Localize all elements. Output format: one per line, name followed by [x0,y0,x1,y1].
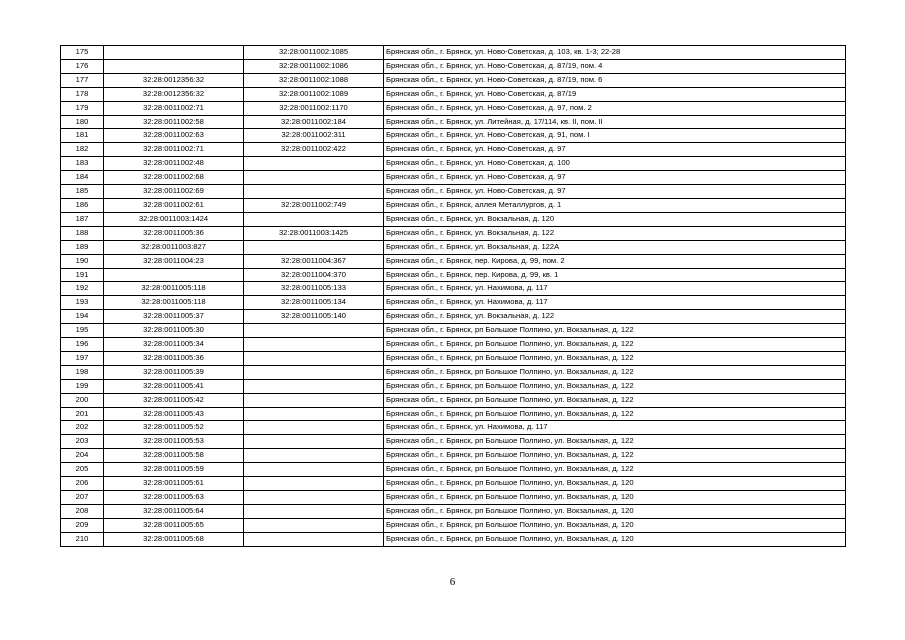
building-cadastral-number-cell: 32:28:0011005:133 [244,282,384,296]
address-cell: Брянская обл., г. Брянск, рп Большое Полпино, ул. Вокзальная, д. 120 [384,477,846,491]
table-row [61,407,846,421]
row-number-cell: 208 [61,504,104,518]
cadastral-number-cell: 32:28:0011002:58 [104,115,244,129]
row-number-cell: 177 [61,73,104,87]
building-cadastral-number-cell [244,365,384,379]
land-registry-table [60,45,846,547]
row-number-cell: 175 [61,46,104,60]
row-number-cell: 191 [61,268,104,282]
table-row [61,504,846,518]
address-cell: Брянская обл., г. Брянск, ул. Ново-Советская, д. 87/19 [384,87,846,101]
cadastral-number-cell: 32:28:0011002:63 [104,129,244,143]
cadastral-number-cell: 32:28:0012356:32 [104,73,244,87]
address-cell: Брянская обл., г. Брянск, ул. Ново-Советская, д. 103, кв. 1-3; 22-28 [384,46,846,60]
address-cell: Брянская обл., г. Брянск, ул. Ново-Советская, д. 87/19, пом. 4 [384,59,846,73]
table-body [61,46,846,547]
row-number-cell: 181 [61,129,104,143]
row-number-cell: 189 [61,240,104,254]
table-row [61,212,846,226]
row-number-cell: 205 [61,463,104,477]
building-cadastral-number-cell [244,157,384,171]
building-cadastral-number-cell: 32:28:0011004:367 [244,254,384,268]
address-cell: Брянская обл., г. Брянск, пер. Кирова, д. 99, пом. 2 [384,254,846,268]
row-number-cell: 210 [61,532,104,546]
address-cell: Брянская обл., г. Брянск, рп Большое Полпино, ул. Вокзальная, д. 120 [384,518,846,532]
row-number-cell: 200 [61,393,104,407]
address-cell: Брянская обл., г. Брянск, рп Большое Полпино, ул. Вокзальная, д. 122 [384,365,846,379]
address-cell: Брянская обл., г. Брянск, ул. Ново-Советская, д. 97 [384,171,846,185]
table-row [61,129,846,143]
address-cell: Брянская обл., г. Брянск, ул. Вокзальная, д. 122 [384,310,846,324]
table-row [61,324,846,338]
building-cadastral-number-cell: 32:28:0011002:184 [244,115,384,129]
cadastral-number-cell: 32:28:0011005:118 [104,296,244,310]
row-number-cell: 182 [61,143,104,157]
row-number-cell: 190 [61,254,104,268]
row-number-cell: 184 [61,171,104,185]
cadastral-number-cell: 32:28:0011005:63 [104,491,244,505]
building-cadastral-number-cell [244,477,384,491]
cadastral-number-cell: 32:28:0011005:118 [104,282,244,296]
table-row [61,310,846,324]
table-row [61,477,846,491]
building-cadastral-number-cell: 32:28:0011002:422 [244,143,384,157]
table-row [61,240,846,254]
cadastral-number-cell: 32:28:0011003:1424 [104,212,244,226]
address-cell: Брянская обл., г. Брянск, ул. Нахимова, д. 117 [384,282,846,296]
row-number-cell: 176 [61,59,104,73]
cadastral-number-cell: 32:28:0011005:42 [104,393,244,407]
address-cell: Брянская обл., г. Брянск, ул. Ново-Советская, д. 97, пом. 2 [384,101,846,115]
table-row [61,421,846,435]
row-number-cell: 198 [61,365,104,379]
address-cell: Брянская обл., г. Брянск, ул. Ново-Советская, д. 97 [384,143,846,157]
cadastral-number-cell: 32:28:0011005:58 [104,449,244,463]
table-row [61,518,846,532]
building-cadastral-number-cell [244,518,384,532]
address-cell: Брянская обл., г. Брянск, рп Большое Полпино, ул. Вокзальная, д. 122 [384,463,846,477]
building-cadastral-number-cell [244,338,384,352]
building-cadastral-number-cell: 32:28:0011004:370 [244,268,384,282]
building-cadastral-number-cell: 32:28:0011002:1086 [244,59,384,73]
row-number-cell: 183 [61,157,104,171]
row-number-cell: 201 [61,407,104,421]
address-cell: Брянская обл., г. Брянск, пер. Кирова, д. 99, кв. 1 [384,268,846,282]
row-number-cell: 206 [61,477,104,491]
row-number-cell: 197 [61,351,104,365]
address-cell: Брянская обл., г. Брянск, ул. Ново-Советская, д. 87/19, пом. 6 [384,73,846,87]
cadastral-number-cell: 32:28:0011005:30 [104,324,244,338]
table-row [61,59,846,73]
building-cadastral-number-cell: 32:28:0011003:1425 [244,226,384,240]
cadastral-number-cell: 32:28:0012356:32 [104,87,244,101]
row-number-cell: 194 [61,310,104,324]
building-cadastral-number-cell [244,240,384,254]
row-number-cell: 204 [61,449,104,463]
building-cadastral-number-cell [244,212,384,226]
address-cell: Брянская обл., г. Брянск, рп Большое Полпино, ул. Вокзальная, д. 120 [384,532,846,546]
address-cell: Брянская обл., г. Брянск, рп Большое Полпино, ул. Вокзальная, д. 122 [384,379,846,393]
address-cell: Брянская обл., г. Брянск, ул. Ново-Советская, д. 91, пом. I [384,129,846,143]
table-row [61,532,846,546]
cadastral-number-cell: 32:28:0011003:827 [104,240,244,254]
building-cadastral-number-cell [244,504,384,518]
page-number: 6 [449,576,456,588]
row-number-cell: 196 [61,338,104,352]
address-cell: Брянская обл., г. Брянск, ул. Вокзальная, д. 122 [384,226,846,240]
table-row [61,143,846,157]
table-row [61,491,846,505]
building-cadastral-number-cell [244,379,384,393]
table-row [61,73,846,87]
table-row [61,87,846,101]
address-cell: Брянская обл., г. Брянск, ул. Вокзальная, д. 122А [384,240,846,254]
address-cell: Брянская обл., г. Брянск, рп Большое Полпино, ул. Вокзальная, д. 122 [384,407,846,421]
table-row [61,198,846,212]
row-number-cell: 193 [61,296,104,310]
table-row [61,185,846,199]
building-cadastral-number-cell [244,532,384,546]
cadastral-number-cell: 32:28:0011005:68 [104,532,244,546]
cadastral-number-cell: 32:28:0011005:41 [104,379,244,393]
address-cell: Брянская обл., г. Брянск, ул. Литейная, д. 17/114, кв. II, пом. II [384,115,846,129]
building-cadastral-number-cell [244,393,384,407]
address-cell: Брянская обл., г. Брянск, ул. Нахимова, д. 117 [384,296,846,310]
cadastral-number-cell: 32:28:0011005:65 [104,518,244,532]
cadastral-number-cell: 32:28:0011005:52 [104,421,244,435]
table-row [61,101,846,115]
address-cell: Брянская обл., г. Брянск, рп Большое Полпино, ул. Вокзальная, д. 122 [384,338,846,352]
building-cadastral-number-cell [244,171,384,185]
address-cell: Брянская обл., г. Брянск, рп Большое Полпино, ул. Вокзальная, д. 122 [384,393,846,407]
building-cadastral-number-cell [244,491,384,505]
row-number-cell: 179 [61,101,104,115]
building-cadastral-number-cell: 32:28:0011002:749 [244,198,384,212]
address-cell: Брянская обл., г. Брянск, рп Большое Полпино, ул. Вокзальная, д. 120 [384,491,846,505]
table-row [61,282,846,296]
table-row [61,157,846,171]
building-cadastral-number-cell [244,435,384,449]
cadastral-number-cell: 32:28:0011005:36 [104,351,244,365]
row-number-cell: 202 [61,421,104,435]
row-number-cell: 187 [61,212,104,226]
cadastral-number-cell: 32:28:0011002:68 [104,171,244,185]
cadastral-number-cell: 32:28:0011005:64 [104,504,244,518]
cadastral-number-cell: 32:28:0011005:53 [104,435,244,449]
address-cell: Брянская обл., г. Брянск, рп Большое Полпино, ул. Вокзальная, д. 122 [384,351,846,365]
row-number-cell: 207 [61,491,104,505]
row-number-cell: 199 [61,379,104,393]
cadastral-number-cell: 32:28:0011005:59 [104,463,244,477]
building-cadastral-number-cell [244,449,384,463]
row-number-cell: 185 [61,185,104,199]
row-number-cell: 192 [61,282,104,296]
table-row [61,379,846,393]
table-row [61,449,846,463]
building-cadastral-number-cell: 32:28:0011002:1085 [244,46,384,60]
table-row [61,463,846,477]
address-cell: Брянская обл., г. Брянск, аллея Металлургов, д. 1 [384,198,846,212]
address-cell: Брянская обл., г. Брянск, ул. Ново-Советская, д. 97 [384,185,846,199]
table-row [61,254,846,268]
table-row [61,268,846,282]
table-row [61,46,846,60]
cadastral-number-cell: 32:28:0011005:43 [104,407,244,421]
cadastral-number-cell: 32:28:0011002:71 [104,143,244,157]
building-cadastral-number-cell [244,185,384,199]
table-row [61,393,846,407]
cadastral-number-cell: 32:28:0011002:48 [104,157,244,171]
cadastral-number-cell: 32:28:0011005:36 [104,226,244,240]
address-cell: Брянская обл., г. Брянск, ул. Вокзальная, д. 120 [384,212,846,226]
table-row [61,435,846,449]
building-cadastral-number-cell [244,324,384,338]
row-number-cell: 195 [61,324,104,338]
cadastral-number-cell: 32:28:0011005:61 [104,477,244,491]
cadastral-number-cell: 32:28:0011005:34 [104,338,244,352]
address-cell: Брянская обл., г. Брянск, рп Большое Полпино, ул. Вокзальная, д. 122 [384,324,846,338]
cadastral-number-cell [104,59,244,73]
cadastral-number-cell: 32:28:0011004:23 [104,254,244,268]
address-cell: Брянская обл., г. Брянск, ул. Ново-Советская, д. 100 [384,157,846,171]
cadastral-number-cell: 32:28:0011005:37 [104,310,244,324]
cadastral-number-cell: 32:28:0011002:69 [104,185,244,199]
building-cadastral-number-cell [244,421,384,435]
building-cadastral-number-cell [244,463,384,477]
cadastral-number-cell: 32:28:0011005:39 [104,365,244,379]
address-cell: Брянская обл., г. Брянск, рп Большое Полпино, ул. Вокзальная, д. 122 [384,449,846,463]
row-number-cell: 209 [61,518,104,532]
row-number-cell: 186 [61,198,104,212]
building-cadastral-number-cell: 32:28:0011002:311 [244,129,384,143]
address-cell: Брянская обл., г. Брянск, рп Большое Полпино, ул. Вокзальная, д. 122 [384,435,846,449]
table-row [61,296,846,310]
building-cadastral-number-cell: 32:28:0011005:140 [244,310,384,324]
cadastral-number-cell: 32:28:0011002:61 [104,198,244,212]
address-cell: Брянская обл., г. Брянск, рп Большое Полпино, ул. Вокзальная, д. 120 [384,504,846,518]
building-cadastral-number-cell: 32:28:0011005:134 [244,296,384,310]
building-cadastral-number-cell: 32:28:0011002:1088 [244,73,384,87]
table-row [61,226,846,240]
table-row [61,171,846,185]
row-number-cell: 178 [61,87,104,101]
cadastral-number-cell [104,46,244,60]
table-row [61,115,846,129]
row-number-cell: 203 [61,435,104,449]
row-number-cell: 188 [61,226,104,240]
cadastral-number-cell [104,268,244,282]
building-cadastral-number-cell [244,407,384,421]
table-row [61,351,846,365]
building-cadastral-number-cell: 32:28:0011002:1170 [244,101,384,115]
address-cell: Брянская обл., г. Брянск, ул. Нахимова, д. 117 [384,421,846,435]
table-row [61,338,846,352]
table-row [61,365,846,379]
row-number-cell: 180 [61,115,104,129]
building-cadastral-number-cell: 32:28:0011002:1089 [244,87,384,101]
building-cadastral-number-cell [244,351,384,365]
cadastral-number-cell: 32:28:0011002:71 [104,101,244,115]
